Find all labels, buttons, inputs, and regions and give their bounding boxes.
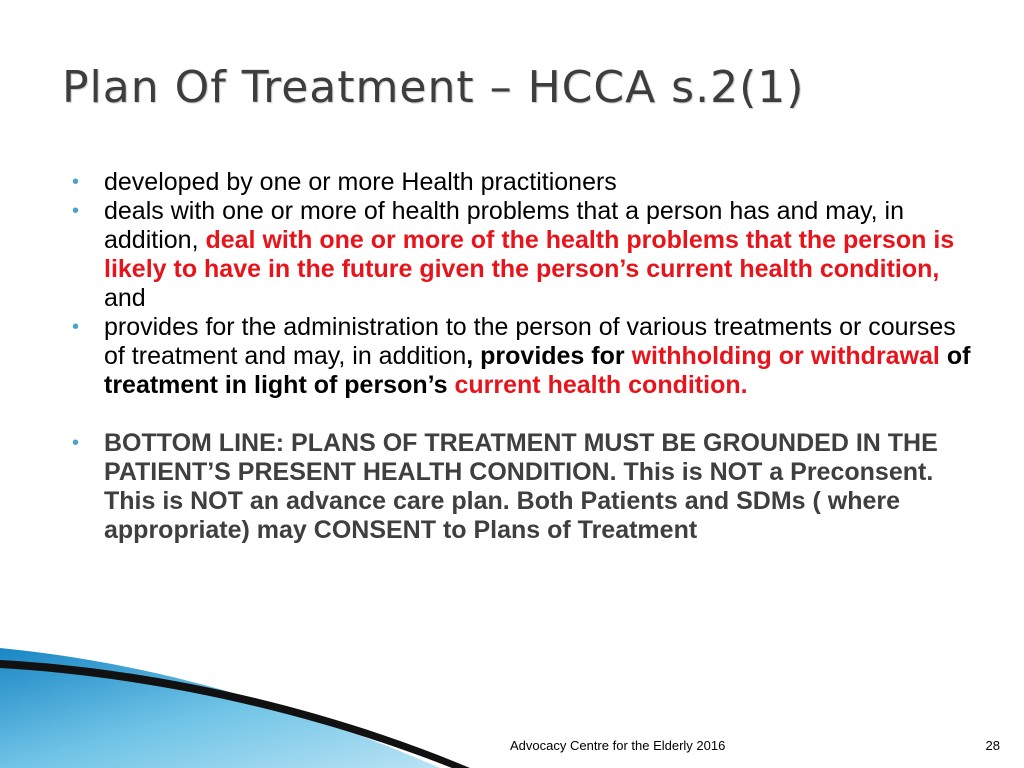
bullet-icon: • [72,316,80,338]
highlighted-text: withholding or withdrawal [631,342,940,370]
bullet-text: developed by one or more Health practitioners [104,168,617,196]
slide-title: Plan Of Treatment – HCCA s.2(1) [62,62,805,113]
highlighted-text: current health condition. [454,371,748,399]
bullet-text: provides for the administration to the person of various treatments or courses of treatment and may, in addition [104,313,956,370]
bullet-icon: • [72,432,80,454]
bottom-line-text: BOTTOM LINE: PLANS OF TREATMENT MUST BE GROUNDED IN THE PATIENT’S PRESENT HEALTH CONDITION. This is NOT a Preconsent. This is NOT an advance care plan. Both Patients and SDMs ( where appropriate) may CONSENT to Plans of Treatment [104,429,938,544]
bullet-text: deals with one or more of health problems that a person has and may, in addition, [104,197,904,254]
footer-text: Advocacy Centre for the Elderly 2016 [510,738,726,753]
bullet-text: and [104,284,146,312]
highlighted-text: deal with one or more of the health problems that the person is likely to have in the future given the person’s current health condition, [104,226,955,283]
page-number: 28 [985,738,1000,753]
bullet-icon: • [72,171,80,193]
bold-text: of treatment in light of person’s [104,342,971,399]
bullet-icon: • [72,200,80,222]
bold-text: , provides for [466,342,632,370]
